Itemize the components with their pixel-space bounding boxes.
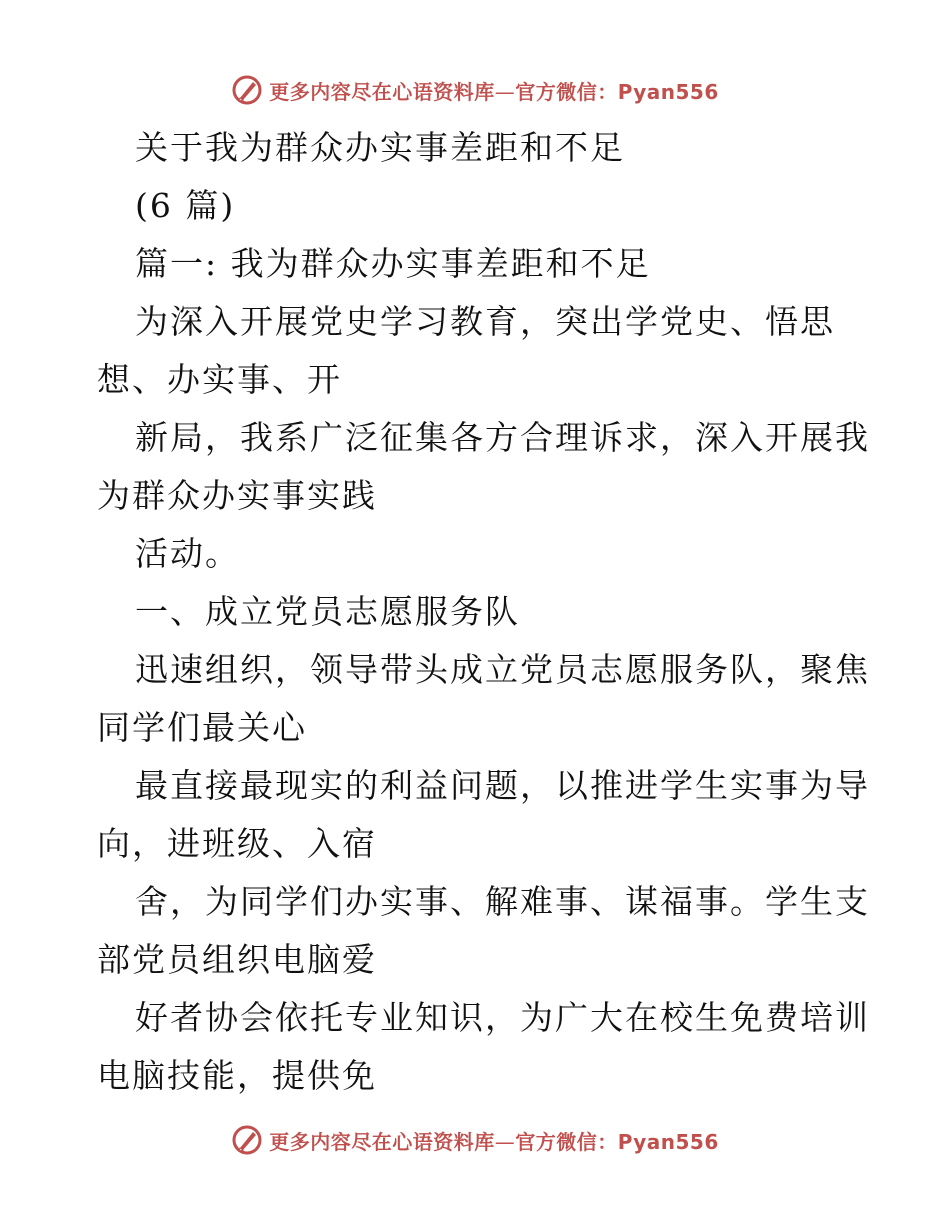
paragraph-line: 同学们最关心: [97, 708, 307, 747]
paragraph-line: 想、办实事、开: [97, 360, 342, 399]
paragraph-line: 为群众办实事实践: [97, 476, 377, 515]
paragraph-line: 为深入开展党史学习教育，突出学党史、悟思: [135, 302, 835, 341]
watermark-text: 更多内容尽在心语资料库—官方微信：Pyan556: [269, 79, 719, 104]
paragraph-line: 最直接最现实的利益问题，以推进学生实事为导: [135, 766, 870, 805]
paragraph-line: 好者协会依托专业知识，为广大在校生免费培训: [135, 998, 870, 1037]
paragraph-line: 电脑技能，提供免: [97, 1056, 377, 1095]
pen-logo-icon: [231, 1124, 263, 1156]
subsection-heading: 一、成立党员志愿服务队: [135, 592, 520, 631]
paragraph-line: 迅速组织，领导带头成立党员志愿服务队，聚焦: [135, 650, 870, 689]
header-watermark: [0, 70, 950, 110]
document-count: (6 篇): [135, 186, 236, 225]
pen-logo-icon: [231, 74, 263, 106]
footer-watermark: [0, 1120, 950, 1160]
section-heading: 篇一: 我为群众办实事差距和不足: [135, 244, 651, 283]
paragraph-line: 活动。: [135, 534, 240, 573]
paragraph-line: 向，进班级、入宿: [97, 824, 377, 863]
watermark-text: 更多内容尽在心语资料库—官方微信：Pyan556: [269, 1129, 719, 1154]
paragraph-line: 部党员组织电脑爱: [97, 940, 377, 979]
paragraph-line: 舍，为同学们办实事、解难事、谋福事。学生支: [135, 882, 870, 921]
document-title: 关于我为群众办实事差距和不足: [135, 128, 625, 167]
paragraph-line: 新局，我系广泛征集各方合理诉求，深入开展我: [135, 418, 870, 457]
